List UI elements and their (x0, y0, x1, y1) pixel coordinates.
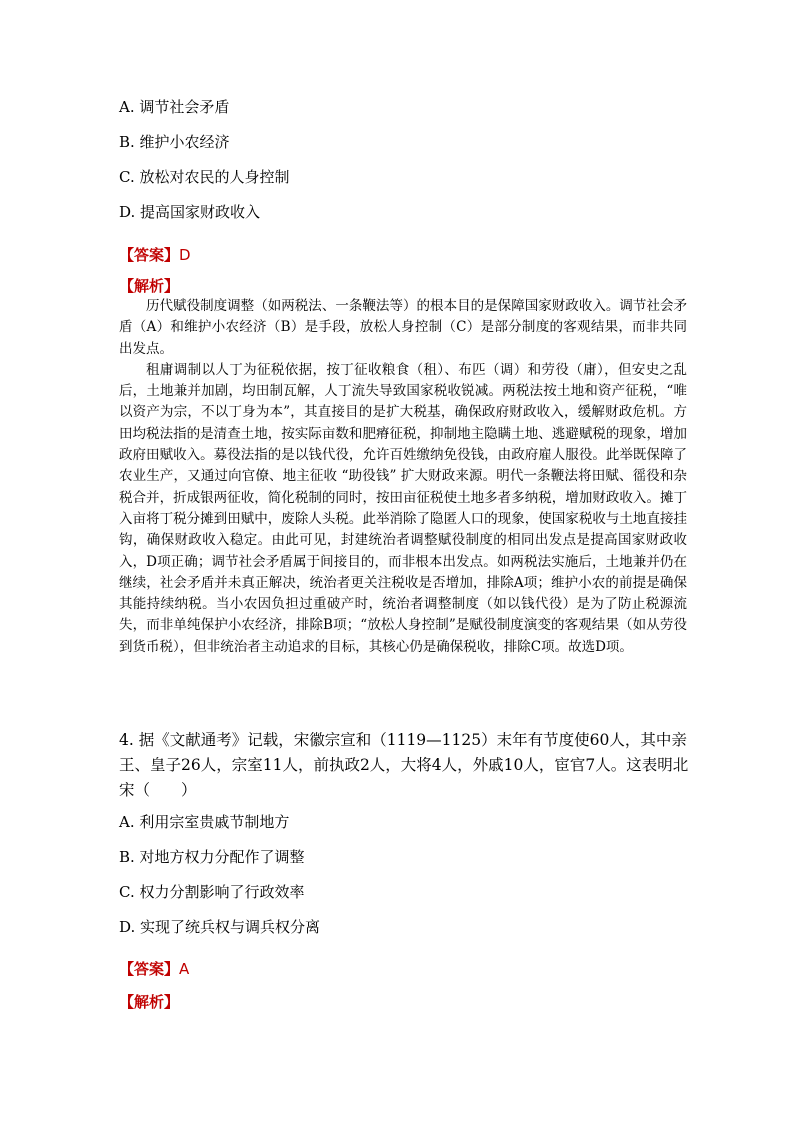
q3-analysis-body (119, 296, 687, 658)
q4-option-c: C. 权力分割影响了行政效率 (119, 883, 305, 901)
q4-analysis-heading (119, 992, 179, 1012)
q4-option-a: A. 利用宗室贵戚节制地方 (119, 813, 290, 831)
q3-answer-label: 【答案】 (119, 246, 180, 264)
q3-option-b: B. 维护小农经济 (119, 133, 230, 151)
q3-analysis-heading (119, 276, 179, 296)
q3-analysis-paragraph: 历代赋役制度调整（如两税法、一条鞭法等）的根本目的是保障国家财政收入。调节社会矛盾（A）和维护小农经济（B）是手段，放松人身控制（C）是部分制度的客观结果，而非共同出发点。 (119, 298, 687, 357)
q3-analysis-label: 【解析】 (119, 277, 180, 295)
q3-answer-value: D (179, 246, 191, 264)
q3-answer (119, 245, 191, 265)
q4-answer (119, 959, 189, 979)
q4-option-d: D. 实现了统兵权与调兵权分离 (119, 918, 321, 936)
q3-option-a: A. 调节社会矛盾 (119, 98, 230, 116)
q3-option-c: C. 放松对农民的人身控制 (119, 168, 290, 186)
q4-answer-value: A (179, 960, 190, 978)
q4-answer-label: 【答案】 (119, 960, 180, 978)
q3-option-d: D. 提高国家财政收入 (119, 203, 261, 221)
q4-option-b: B. 对地方权力分配作了调整 (119, 848, 305, 866)
q4-analysis-label: 【解析】 (119, 993, 180, 1011)
q4-stem: 4. 据《文献通考》记载，宋徽宗宣和（1119—1125）末年有节度使60人，其中亲王、皇子26人，宗室11人，前执政2人，大将4人，外戚10人，宦官7人。这表明北宋（ ） (119, 731, 689, 799)
q3-analysis-paragraph: 租庸调制以人丁为征税依据，按丁征收粮食（租）、布匹（调）和劳役（庸），但安史之乱后，土地兼并加剧，均田制瓦解，人丁流失导致国家税收锐减。两税法按土地和资产征税，“唯以资产为宗，不以丁身为本”，其直接目的是扩大税基，确保政府财政收入，缓解财政危机。方田均税法指的是清查土地，按实际亩数和肥瘠征税，抑制地主隐瞒土地、逃避赋税的现象，增加政府田赋收入。募役法指的是以钱代役，允许百姓缴纳免役钱，由政府雇人服役。此举既保障了农业生产，又通过向官僚、地主征收 “助役钱” 扩大财政来源。明代一条鞭法将田赋、徭役和杂税合并，折成银两征收，简化税制的同时，按田亩征税使土地多者多纳税，增加财政收入。摊丁入亩将丁税分摊到田赋中，废除人头税。此举消除了隐匿人口的现象，使国家税收与土地直接挂钩，确保财政收入稳定。由此可见，封建统治者调整赋役制度的相同出发点是提高国家财政收入，D项正确；调节社会矛盾属于间接目的，而非根本出发点。如两税法实施后，土地兼并仍在继续，社会矛盾并未真正解决，统治者更关注税收是否增加，排除A项；维护小农的前提是确保其能持续纳税。当小农因负担过重破产时，统治者调整制度（如以钱代役）是为了防止税源流失，而非单纯保护小农经济，排除B项；“放松人身控制”是赋役制度演变的客观结果（如从劳役到货币税），但非统治者主动追求的目标，其核心仍是确保税收，排除C项。故选D项。 (119, 361, 687, 655)
